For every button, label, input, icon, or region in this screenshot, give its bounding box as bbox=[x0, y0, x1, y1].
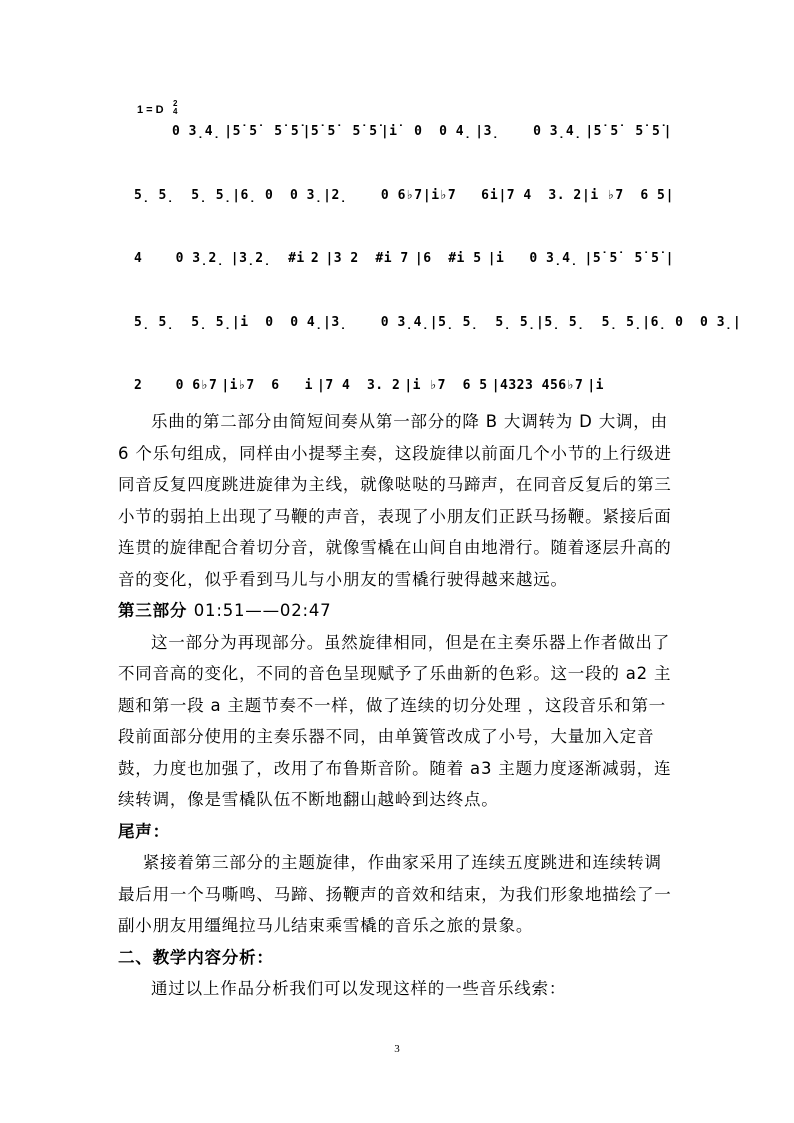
paragraph-part3: 这一部分为再现部分。虽然旋律相同，但是在主奏乐器上作者做出了不同音高的变化，不同的音色呈现赋予了乐曲新的色彩。这一段的 a2 主题和第一段 a 主题节奏不一样，做了连续的切分处理 ，这段音乐和第一段前面部分使用的主奏乐器不同，由单簧管改成了小号，大量加入定音鼓，力度也加强了，改用了布鲁斯音阶。随着 a3 主题力度逐渐减弱，连续转调，像是雪橇队伍不断地翻山越岭到达终点。 bbox=[118, 632, 672, 809]
score-segment: | bbox=[665, 187, 674, 203]
heading-coda: 尾声： bbox=[118, 821, 170, 841]
score-segment: |3̣ 0 3̣4̣ bbox=[475, 123, 583, 139]
paragraph-coda: 紧接着第三部分的主题旋律，作曲家采用了连续五度跳进和连续转调最后用一个马嘶鸣、马蹄、扬鞭声的音效和结束，为我们形象地描绘了一副小朋友用缰绳拉马儿结束乘雪橇的音乐之旅的景象。 bbox=[118, 853, 672, 935]
time-signature bbox=[173, 100, 177, 116]
score-segment: 2 0 6♭7 bbox=[134, 377, 218, 393]
score-segment: |5̇ 5̇ 5̇ 5̇ bbox=[224, 123, 300, 139]
score-line-5 bbox=[134, 370, 604, 400]
score-segment: |i̇ 0 0 4̣ bbox=[380, 123, 472, 139]
heading-part3-label: 第三部分 bbox=[118, 601, 188, 620]
score-segment: 2 bbox=[310, 250, 320, 266]
score-segment: |5̇ 5̇ 5̇ 5̇ bbox=[585, 123, 661, 139]
score-line-3 bbox=[134, 243, 674, 273]
score-segment: | bbox=[663, 123, 672, 139]
score-segment: |7 4 3. 2 bbox=[498, 187, 582, 203]
score-line-1 bbox=[172, 116, 672, 146]
time-signature-top: 2 bbox=[173, 99, 178, 108]
paragraph-analysis-intro: 通过以上作品分析我们可以发现这样的一些音乐线索： bbox=[151, 979, 567, 998]
key-signature: 1 = D bbox=[137, 104, 164, 116]
score-segment: |5̇ 5̇ 5̇ 5̇ bbox=[584, 250, 660, 266]
score-segment: 5̣ 5̣ 5̣ 5̣ bbox=[134, 187, 232, 203]
page-number: 3 bbox=[394, 1043, 400, 1055]
score-segment: |i 0 3̣4̣ bbox=[487, 250, 579, 266]
heading-part3 bbox=[118, 595, 678, 627]
score-segment: |i 0 0 4̣ bbox=[231, 314, 324, 330]
score-line-2 bbox=[134, 180, 674, 210]
score-segment: | bbox=[732, 314, 742, 330]
score-segment: |6 #i 5 bbox=[414, 250, 482, 266]
score-segment: 4 0 3̣2̣ bbox=[134, 250, 225, 266]
score-segment: |6̣ 0 0 3̣ bbox=[642, 314, 733, 330]
score-segment: |i ♭7 6 5 bbox=[404, 377, 488, 393]
score-segment: |i ♭7 6 5 bbox=[582, 187, 666, 203]
score-segment: 5̣ 5̣ 5̣ 5̣ bbox=[134, 314, 232, 330]
score-segment: |5̣ 5̣ 5̣ 5̣ bbox=[536, 314, 643, 330]
time-signature-bottom: 4 bbox=[173, 107, 178, 116]
body-text bbox=[118, 406, 678, 1005]
score-segment: |3̣ 0 3̣4̣ bbox=[323, 314, 430, 330]
score-segment: |3̣2̣ #i bbox=[230, 250, 305, 266]
score-segment: i bbox=[489, 187, 499, 203]
score-segment: |7 4 3. 2 bbox=[317, 377, 401, 393]
score-segment: 0 3̣4̣ bbox=[172, 123, 221, 139]
score-segment: |6̣ 0 0 3̣ bbox=[232, 187, 323, 203]
paragraph-part2: 乐曲的第二部分由简短间奏从第一部分的降 B 大调转为 D 大调，由 6 个乐句组成，同样由小提琴主奏，这段旋律以前面几个小节的上行级进同音反复四度跳进旋律为主线，就像哒哒的马蹄声，在同音反复后的第三小节的弱拍上出现了马鞭的声音，表现了小朋友们正跃马扬鞭。紧接后面连贯的旋律配合着切分音，就像雪橇在山间自由地滑行。随着逐层升高的音的变化，似乎看到马儿与小朋友的雪橇行驶得越来越远。 bbox=[118, 412, 672, 589]
score-line-4 bbox=[134, 307, 742, 337]
score-segment: | bbox=[665, 250, 674, 266]
numbered-music-score bbox=[0, 0, 794, 400]
score-segment: |3 2 #i 7 bbox=[325, 250, 409, 266]
score-segment: |i♭7 6 bbox=[422, 187, 490, 203]
score-segment: |5̣ 5̣ 5̣ 5̣ bbox=[429, 314, 537, 330]
score-segment: |2̣ 0 6♭7 bbox=[323, 187, 423, 203]
score-segment: |5̇ 5̇ 5̇ 5̇ bbox=[302, 123, 378, 139]
score-segment: |4323 456♭7 bbox=[491, 377, 584, 393]
heading-teaching-analysis: 二、教学内容分析： bbox=[118, 947, 274, 967]
score-segment: |i♭7 6 i bbox=[221, 377, 313, 393]
heading-part3-time: 01:51——02:47 bbox=[193, 601, 332, 620]
score-segment: |i bbox=[587, 377, 604, 393]
